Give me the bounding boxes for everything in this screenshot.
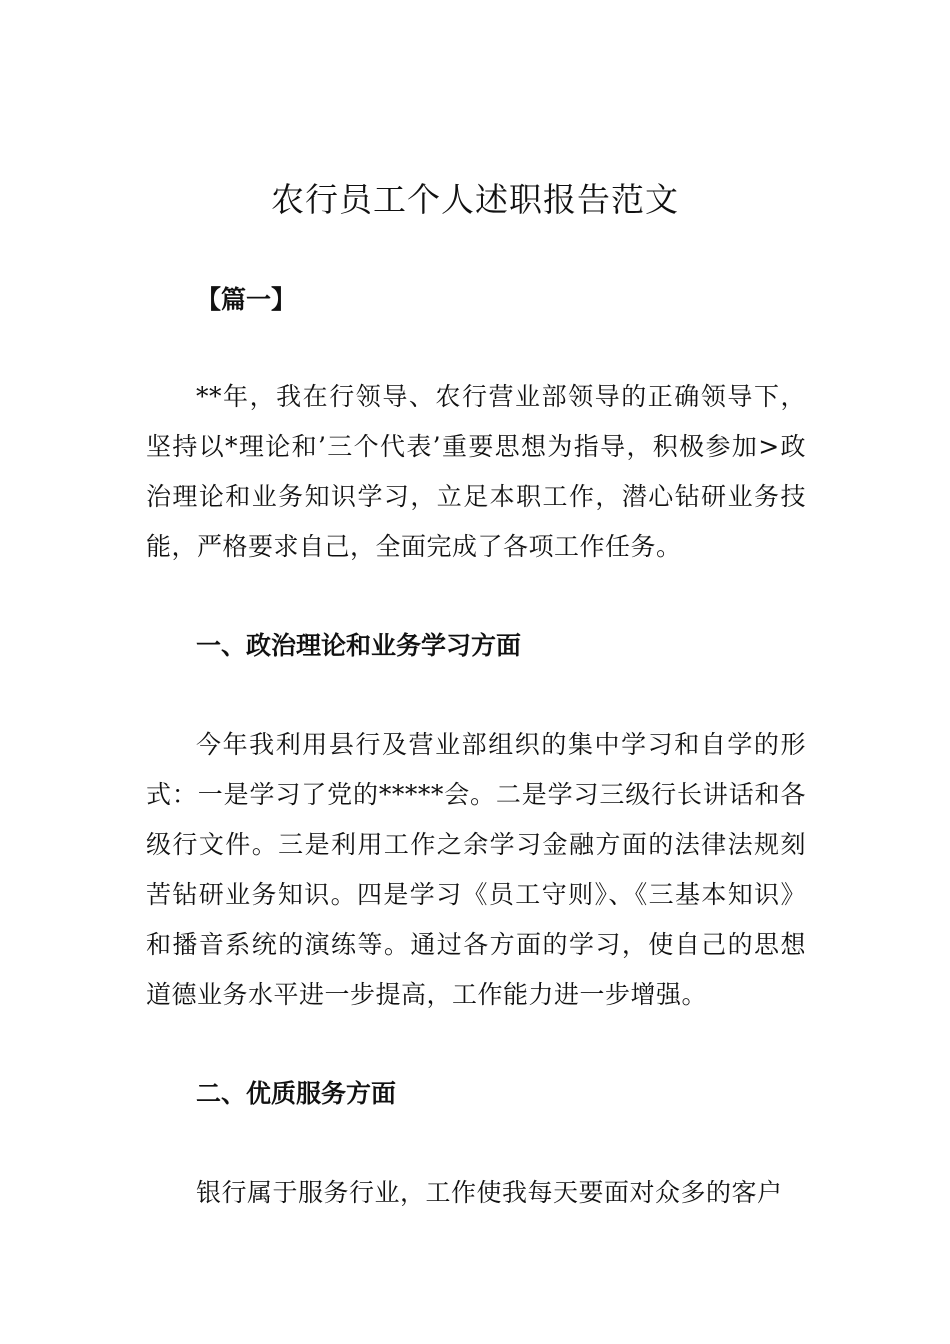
section-tag: 【篇一】 — [196, 285, 297, 314]
paragraph-service: 银行属于服务行业，工作使我每天要面对众多的客户 — [196, 1178, 783, 1207]
paragraph-intro: **年，我在行领导、农行营业部领导的正确领导下，坚持以*理论和’三个代表’重要思想为指导，积极参加>政治理论和业务知识学习，立足本职工作，潜心钻研业务技能，严格要求自己，全面完成了各项工作任务。 — [146, 382, 806, 561]
document-title: 农行员工个人述职报告范文 — [271, 180, 679, 219]
paragraph-study: 今年我利用县行及营业部组织的集中学习和自学的形式：一是学习了党的*****会。二是学习三级行长讲话和各级行文件。三是利用工作之余学习金融方面的法律法规刻苦钻研业务知识。四是学习《员工守则》、《三基本知识》和播音系统的演练等。通过各方面的学习，使自己的思想道德业务水平进一步提高，工作能力进一步增强。 — [146, 730, 806, 1009]
heading-quality-service: 二、优质服务方面 — [196, 1079, 397, 1108]
heading-political-study: 一、政治理论和业务学习方面 — [196, 631, 522, 660]
